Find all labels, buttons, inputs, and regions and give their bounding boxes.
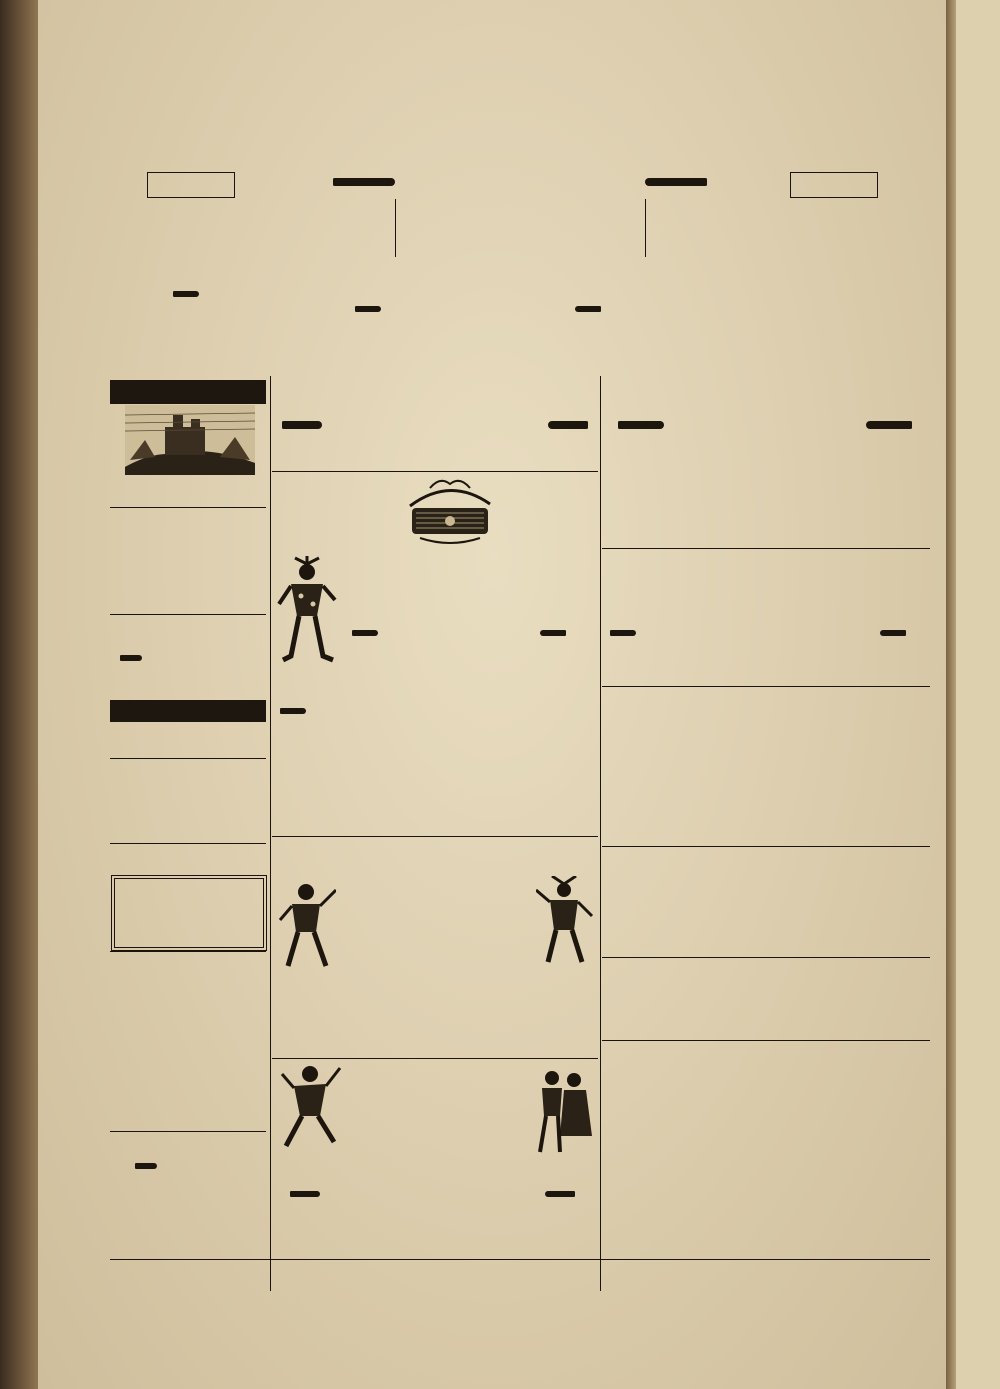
vereine-header — [110, 380, 266, 404]
verschiedenes-header — [110, 700, 266, 722]
header-ad — [105, 62, 925, 370]
jester-illustration — [536, 876, 594, 966]
zither-illustration — [400, 476, 500, 548]
pointing-hand-icon — [333, 178, 395, 186]
castle-illustration — [125, 405, 255, 475]
couple-illustration — [530, 1066, 594, 1156]
jester-illustration — [277, 556, 337, 666]
dancer-illustration — [280, 1062, 342, 1152]
pointing-hand-icon — [645, 178, 707, 186]
next-page-edge — [956, 0, 1000, 1389]
fencer-illustration — [278, 880, 336, 970]
book-binding — [0, 0, 38, 1389]
